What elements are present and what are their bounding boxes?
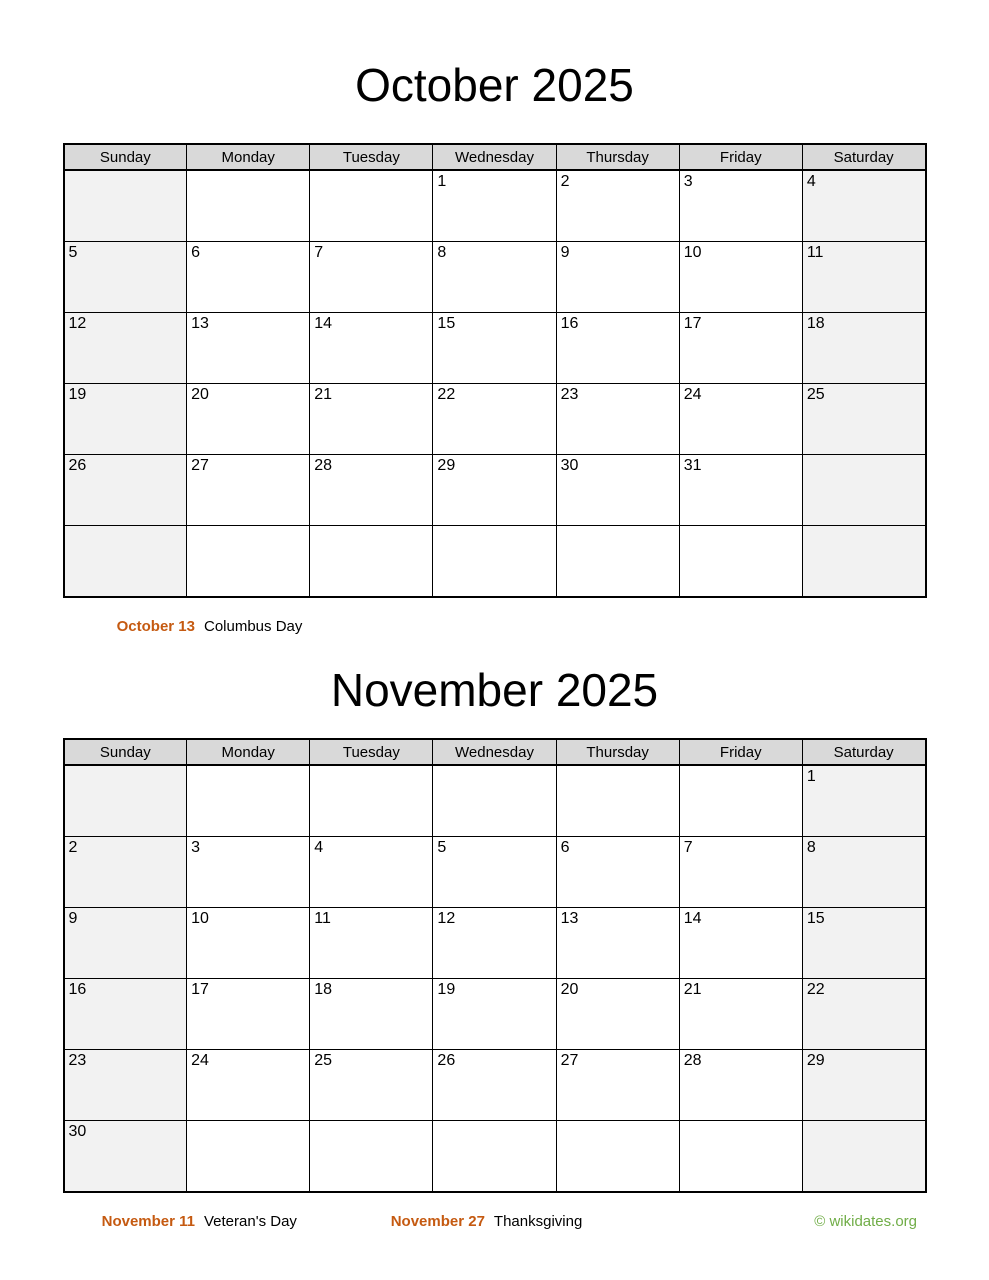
holiday-line-november — [63, 1213, 917, 1233]
holiday-name-label: Thanksgiving — [493, 1213, 583, 1230]
day-cell-8: 8 — [802, 837, 925, 908]
day-cell-30: 30 — [556, 455, 679, 526]
day-cell-14: 14 — [310, 313, 433, 384]
day-cell-7: 7 — [679, 837, 802, 908]
weekday-header-wednesday: Wednesday — [433, 739, 556, 765]
calendar-week-row — [64, 170, 926, 242]
weekday-header-thursday: Thursday — [556, 739, 679, 765]
calendar-week-row — [64, 313, 926, 384]
calendar-week-row — [64, 908, 926, 979]
day-cell-24: 24 — [679, 384, 802, 455]
day-cell-empty — [64, 170, 187, 242]
day-cell-18: 18 — [310, 979, 433, 1050]
day-cell-8: 8 — [433, 242, 556, 313]
weekday-header-friday: Friday — [679, 739, 802, 765]
day-cell-6: 6 — [556, 837, 679, 908]
day-cell-30: 30 — [64, 1121, 187, 1193]
day-cell-22: 22 — [433, 384, 556, 455]
day-cell-10: 10 — [679, 242, 802, 313]
day-cell-empty — [802, 1121, 925, 1193]
holiday-entries-october — [63, 618, 302, 635]
calendar-week-row — [64, 384, 926, 455]
day-cell-empty — [187, 526, 310, 598]
weekday-header-monday: Monday — [187, 144, 310, 170]
holiday-entry — [63, 1213, 297, 1230]
day-cell-12: 12 — [433, 908, 556, 979]
holiday-name-label: Columbus Day — [204, 618, 303, 635]
day-cell-empty — [679, 765, 802, 837]
day-cell-empty — [187, 170, 310, 242]
day-cell-20: 20 — [556, 979, 679, 1050]
calendar-week-row — [64, 1050, 926, 1121]
day-cell-15: 15 — [802, 908, 925, 979]
day-cell-4: 4 — [310, 837, 433, 908]
day-cell-27: 27 — [187, 455, 310, 526]
calendar-week-row — [64, 455, 926, 526]
day-cell-empty — [802, 526, 925, 598]
calendar-table-november — [63, 738, 927, 1193]
day-cell-16: 16 — [556, 313, 679, 384]
day-cell-empty — [679, 1121, 802, 1193]
day-cell-11: 11 — [802, 242, 925, 313]
weekday-header-sunday: Sunday — [64, 144, 187, 170]
calendar-week-row — [64, 765, 926, 837]
day-cell-5: 5 — [433, 837, 556, 908]
calendar-week-row — [64, 837, 926, 908]
day-cell-4: 4 — [802, 170, 925, 242]
weekday-header-saturday: Saturday — [802, 739, 925, 765]
month-title-october: October 2025 — [355, 59, 634, 111]
day-cell-3: 3 — [187, 837, 310, 908]
day-cell-17: 17 — [679, 313, 802, 384]
holiday-entry — [63, 618, 302, 635]
day-cell-empty — [802, 455, 925, 526]
day-cell-25: 25 — [310, 1050, 433, 1121]
day-cell-empty — [64, 765, 187, 837]
day-cell-25: 25 — [802, 384, 925, 455]
day-cell-empty — [310, 765, 433, 837]
holiday-entry — [353, 1213, 582, 1230]
day-cell-empty — [64, 526, 187, 598]
weekday-header-wednesday: Wednesday — [433, 144, 556, 170]
day-cell-13: 13 — [556, 908, 679, 979]
day-cell-26: 26 — [433, 1050, 556, 1121]
day-cell-12: 12 — [64, 313, 187, 384]
day-cell-13: 13 — [187, 313, 310, 384]
day-cell-19: 19 — [64, 384, 187, 455]
calendar-table-october — [63, 143, 927, 598]
day-cell-16: 16 — [64, 979, 187, 1050]
calendar-week-row — [64, 526, 926, 598]
day-cell-empty — [187, 1121, 310, 1193]
weekday-header-monday: Monday — [187, 739, 310, 765]
holiday-line-october — [63, 618, 917, 638]
day-cell-1: 1 — [802, 765, 925, 837]
day-cell-6: 6 — [187, 242, 310, 313]
day-cell-empty — [679, 526, 802, 598]
day-cell-empty — [556, 1121, 679, 1193]
day-cell-17: 17 — [187, 979, 310, 1050]
day-cell-28: 28 — [679, 1050, 802, 1121]
weekday-header-sunday: Sunday — [64, 739, 187, 765]
day-cell-empty — [310, 526, 433, 598]
holiday-date-label: October 13 — [116, 618, 195, 635]
weekday-header-saturday: Saturday — [802, 144, 925, 170]
day-cell-20: 20 — [187, 384, 310, 455]
day-cell-empty — [556, 765, 679, 837]
weekday-header-tuesday: Tuesday — [310, 144, 433, 170]
day-cell-19: 19 — [433, 979, 556, 1050]
day-cell-empty — [433, 1121, 556, 1193]
day-cell-21: 21 — [310, 384, 433, 455]
day-cell-14: 14 — [679, 908, 802, 979]
day-cell-empty — [187, 765, 310, 837]
day-cell-15: 15 — [433, 313, 556, 384]
day-cell-11: 11 — [310, 908, 433, 979]
weekday-header-row — [64, 144, 926, 170]
calendar-week-row — [64, 242, 926, 313]
day-cell-18: 18 — [802, 313, 925, 384]
holiday-date-label: November 27 — [390, 1213, 485, 1230]
day-cell-29: 29 — [433, 455, 556, 526]
day-cell-2: 2 — [64, 837, 187, 908]
day-cell-23: 23 — [556, 384, 679, 455]
day-cell-empty — [433, 765, 556, 837]
weekday-header-thursday: Thursday — [556, 144, 679, 170]
day-cell-empty — [556, 526, 679, 598]
day-cell-27: 27 — [556, 1050, 679, 1121]
day-cell-10: 10 — [187, 908, 310, 979]
calendar-week-row — [64, 979, 926, 1050]
day-cell-24: 24 — [187, 1050, 310, 1121]
holiday-entries-november — [63, 1213, 582, 1230]
day-cell-21: 21 — [679, 979, 802, 1050]
day-cell-empty — [310, 1121, 433, 1193]
wikidates-credit-link[interactable]: © wikidates.org — [814, 1213, 917, 1230]
day-cell-2: 2 — [556, 170, 679, 242]
holiday-name-label: Veteran's Day — [204, 1213, 297, 1230]
day-cell-9: 9 — [556, 242, 679, 313]
day-cell-empty — [310, 170, 433, 242]
holiday-date-label: November 11 — [101, 1213, 195, 1230]
day-cell-3: 3 — [679, 170, 802, 242]
day-cell-9: 9 — [64, 908, 187, 979]
day-cell-1: 1 — [433, 170, 556, 242]
calendar-week-row — [64, 1121, 926, 1193]
month-title-november: November 2025 — [330, 664, 659, 716]
day-cell-23: 23 — [64, 1050, 187, 1121]
day-cell-28: 28 — [310, 455, 433, 526]
weekday-header-tuesday: Tuesday — [310, 739, 433, 765]
weekday-header-row — [64, 739, 926, 765]
day-cell-31: 31 — [679, 455, 802, 526]
day-cell-22: 22 — [802, 979, 925, 1050]
day-cell-26: 26 — [64, 455, 187, 526]
day-cell-5: 5 — [64, 242, 187, 313]
weekday-header-friday: Friday — [679, 144, 802, 170]
day-cell-7: 7 — [310, 242, 433, 313]
day-cell-29: 29 — [802, 1050, 925, 1121]
day-cell-empty — [433, 526, 556, 598]
